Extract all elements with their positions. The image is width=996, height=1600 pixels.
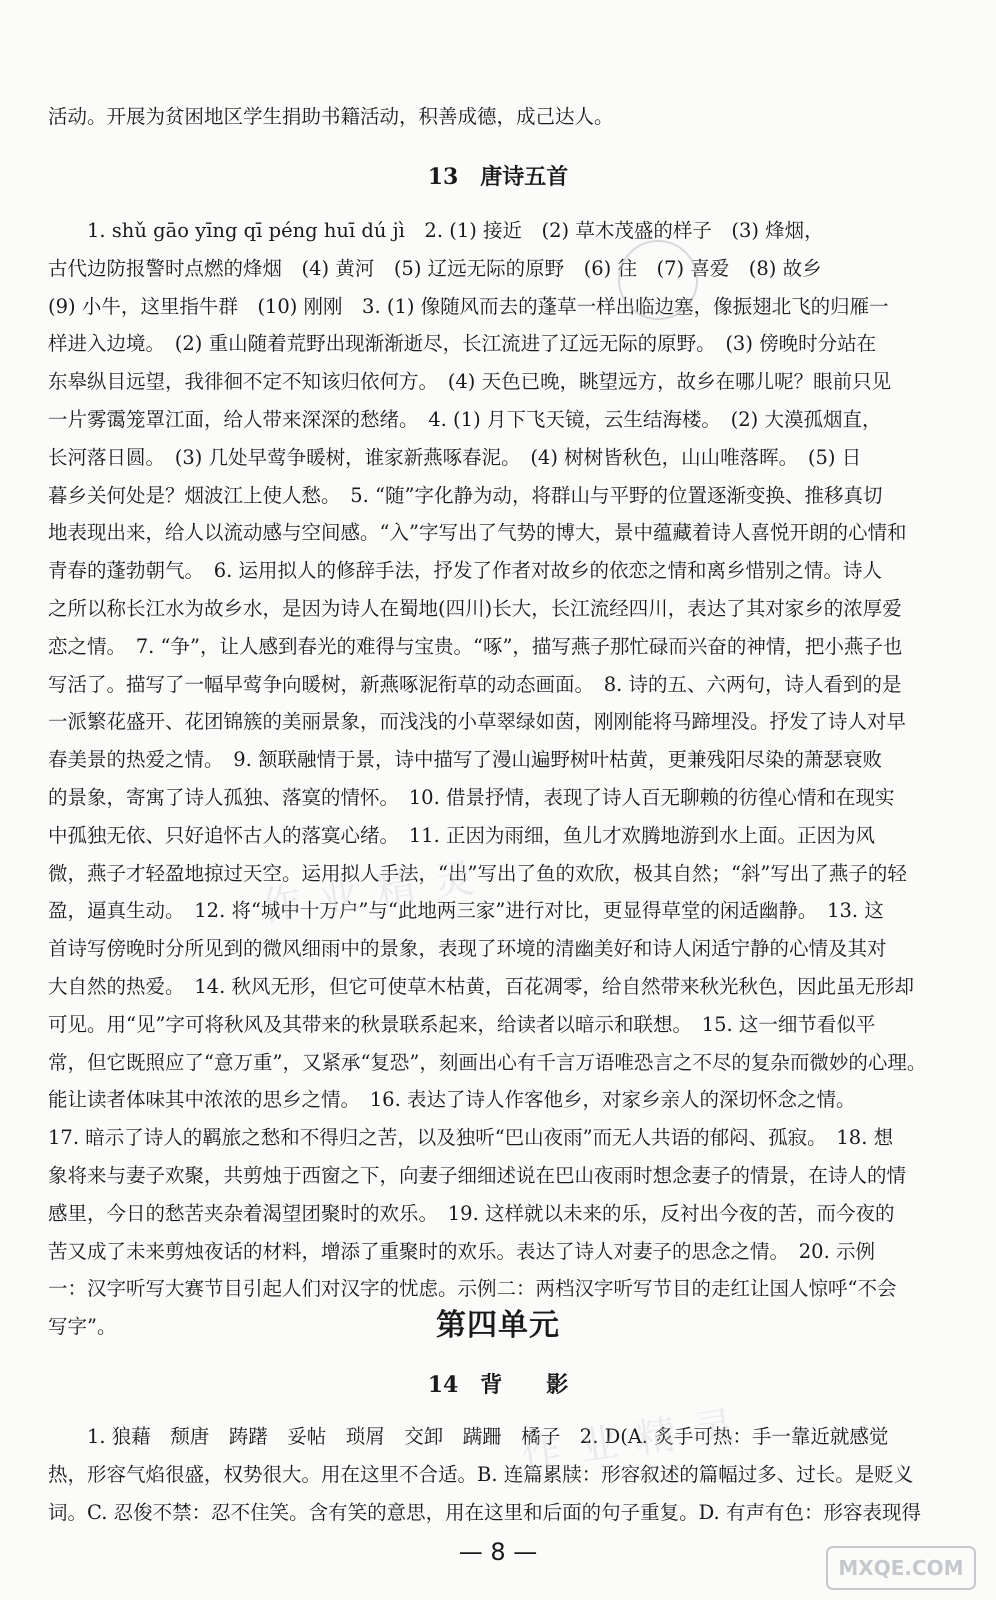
body-line: 大自然的热爱。 14. 秋风无形，但它可使草木枯黄，百花凋零，给自然带来秋光秋色，因此虽无形却 [48,974,914,998]
body-line: 写字”。 [48,1315,117,1339]
body-line: 恋之情。 7. “争”，让人感到春光的难得与宝贵。“啄”，描写燕子那忙碌而兴奋的神情，把小燕子也 [48,634,903,658]
body-line: 首诗写傍晚时分所见到的微风细雨中的景象，表现了环境的清幽美好和诗人闲适宁静的心情及其对 [48,937,887,961]
body-line: 一派繁花盛开、花团锦簇的美丽景象，而浅浅的小草翠绿如茵，刚刚能将马蹄埋没。抒发了诗人对早 [48,710,907,734]
body-line: 盈，逼真生动。 12. 将“城中十万户”与“此地两三家”进行对比，更显得草堂的闲适幽静。 13. 这 [48,899,884,923]
body-line: 词。C. 忍俊不禁：忍不住笑。含有笑的意思，用在这里和后面的句子重复。D. 有声有色：形容表现得 [48,1500,921,1524]
body-line: 常，但它既照应了“意万重”，又紧承“复恐”，刻画出心有千言万语唯恐言之不尽的复杂而微妙的心理。 [48,1050,927,1074]
body-line: 青春的蓬勃朝气。 6. 运用拟人的修辞手法，抒发了作者对故乡的依恋之情和离乡惜别之情。诗人 [48,559,883,583]
logo-text: MXQE.COM [838,1556,964,1580]
body-line: 微，燕子才轻盈地掠过天空。运用拟人手法，“出”写出了鱼的欢欣，极其自然；“斜”写出了燕子的轻 [48,861,907,885]
body-line: 一：汉字听写大赛节目引起人们对汉字的忧虑。示例二：两档汉字听写节目的走红让国人惊呼“不会 [48,1277,897,1301]
body-line: 的景象，寄寓了诗人孤独、落寞的情怀。 10. 借景抒情，表现了诗人百无聊赖的彷徨心情和在现实 [48,785,895,809]
body-line: 17. 暗示了诗人的羁旅之愁和不得归之苦，以及独听“巴山夜雨”而无人共语的郁闷、孤寂。 18. 想 [48,1126,894,1150]
body-line: 感里，今日的愁苦夹杂着渴望团聚时的欢乐。 19. 这样就以未来的乐，反衬出今夜的苦，而今夜的 [48,1201,895,1225]
section-13-title: 13 唐诗五首 [427,164,569,190]
body-line: 象将来与妻子欢聚，共剪烛于西窗之下，向妻子细细述说在巴山夜雨时想念妻子的情景，在诗人的情 [48,1163,907,1187]
section-14-title: 14 背 影 [427,1372,569,1398]
body-line: 1. 狼藉 颓唐 踌躇 妥帖 琐屑 交卸 蹒跚 橘子 2. D(A. 炙手可热：手一靠近就感觉 [87,1425,889,1448]
body-line: 中孤独无依、只好追怀古人的落寞心绪。 11. 正因为雨细，鱼儿才欢腾地游到水上面。正因为风 [48,823,875,847]
page-number: — 8 — [458,1538,538,1566]
site-logo [826,1546,976,1590]
body-line: 可见。用“见”字可将秋风及其带来的秋景联系起来，给读者以暗示和联想。 15. 这一细节看似平 [48,1012,876,1036]
body-line: (9) 小牛，这里指牛群 (10) 刚刚 3. (1) 像随风而去的蓬草一样出临边塞，像振翅北飞的归雁一 [48,294,889,318]
body-line: 春美景的热爱之情。 9. 颔联融情于景，诗中描写了漫山遍野树叶枯黄，更兼残阳尽染的萧瑟衰败 [48,748,883,772]
body-line: 暮乡关何处是？烟波江上使人愁。 5. “随”字化静为动，将群山与平野的位置逐渐变换、推移真切 [48,483,883,507]
watermark: 作业精灵 [258,853,495,931]
body-line: 热，形容气焰很盛，权势很大。用在这里不合适。B. 连篇累牍：形容叙述的篇幅过多、过长。是贬义 [48,1462,914,1486]
section-13-body [48,212,958,1346]
body-line: 之所以称长江水为故乡水，是因为诗人在蜀地(四川)长大，长江流经四川，表达了其对家乡的浓厚爱 [48,596,902,620]
body-line: 东皋纵目远望，我徘徊不定不知该归依何方。 (4) 天色已晚，眺望远方，故乡在哪儿呢？眼前只见 [48,370,892,394]
body-line: 能让读者体味其中浓浓的思乡之情。 16. 表达了诗人作客他乡，对家乡亲人的深切怀念之情。 [48,1088,856,1112]
watermark: 作业精灵 [518,1401,755,1479]
intro-line: 活动。开展为贫困地区学生捐助书籍活动，积善成德，成己达人。 [48,105,614,128]
section-14-body [48,1418,958,1531]
body-line: 1. shǔ gāo yīng qī péng huī dú jì 2. (1) 接近 (2) 草木茂盛的样子 (3) 烽烟， [87,219,824,242]
body-line: 古代边防报警时点燃的烽烟 (4) 黄河 (5) 辽远无际的原野 (6) 往 (7) 喜爱 (8) 故乡 [48,256,822,280]
stamp-mark [618,240,698,320]
body-line: 地表现出来，给人以流动感与空间感。“入”字写出了气势的博大，景中蕴藏着诗人喜悦开朗的心情和 [48,521,907,545]
body-line: 样进入边境。 (2) 重山随着荒野出现渐渐逝尽，长江流进了辽远无际的原野。 (3) 傍晚时分站在 [48,332,877,356]
unit-title: 第四单元 [436,1308,560,1343]
body-line: 长河落日圆。 (3) 几处早莺争暖树，谁家新燕啄春泥。 (4) 树树皆秋色，山山唯落晖。 (5) 日 [48,445,862,469]
body-line: 一片雾霭笼罩江面，给人带来深深的愁绪。 4. (1) 月下飞天镜，云生结海楼。 (2) 大漠孤烟直， [48,407,882,431]
body-line: 苦又成了未来剪烛夜话的材料，增添了重聚时的欢乐。表达了诗人对妻子的思念之情。 20. 示例 [48,1239,875,1263]
body-line: 写活了。描写了一幅早莺争向暖树，新燕啄泥衔草的动态画面。 8. 诗的五、六两句，诗人看到的是 [48,672,902,696]
intro-paragraph [48,98,958,136]
